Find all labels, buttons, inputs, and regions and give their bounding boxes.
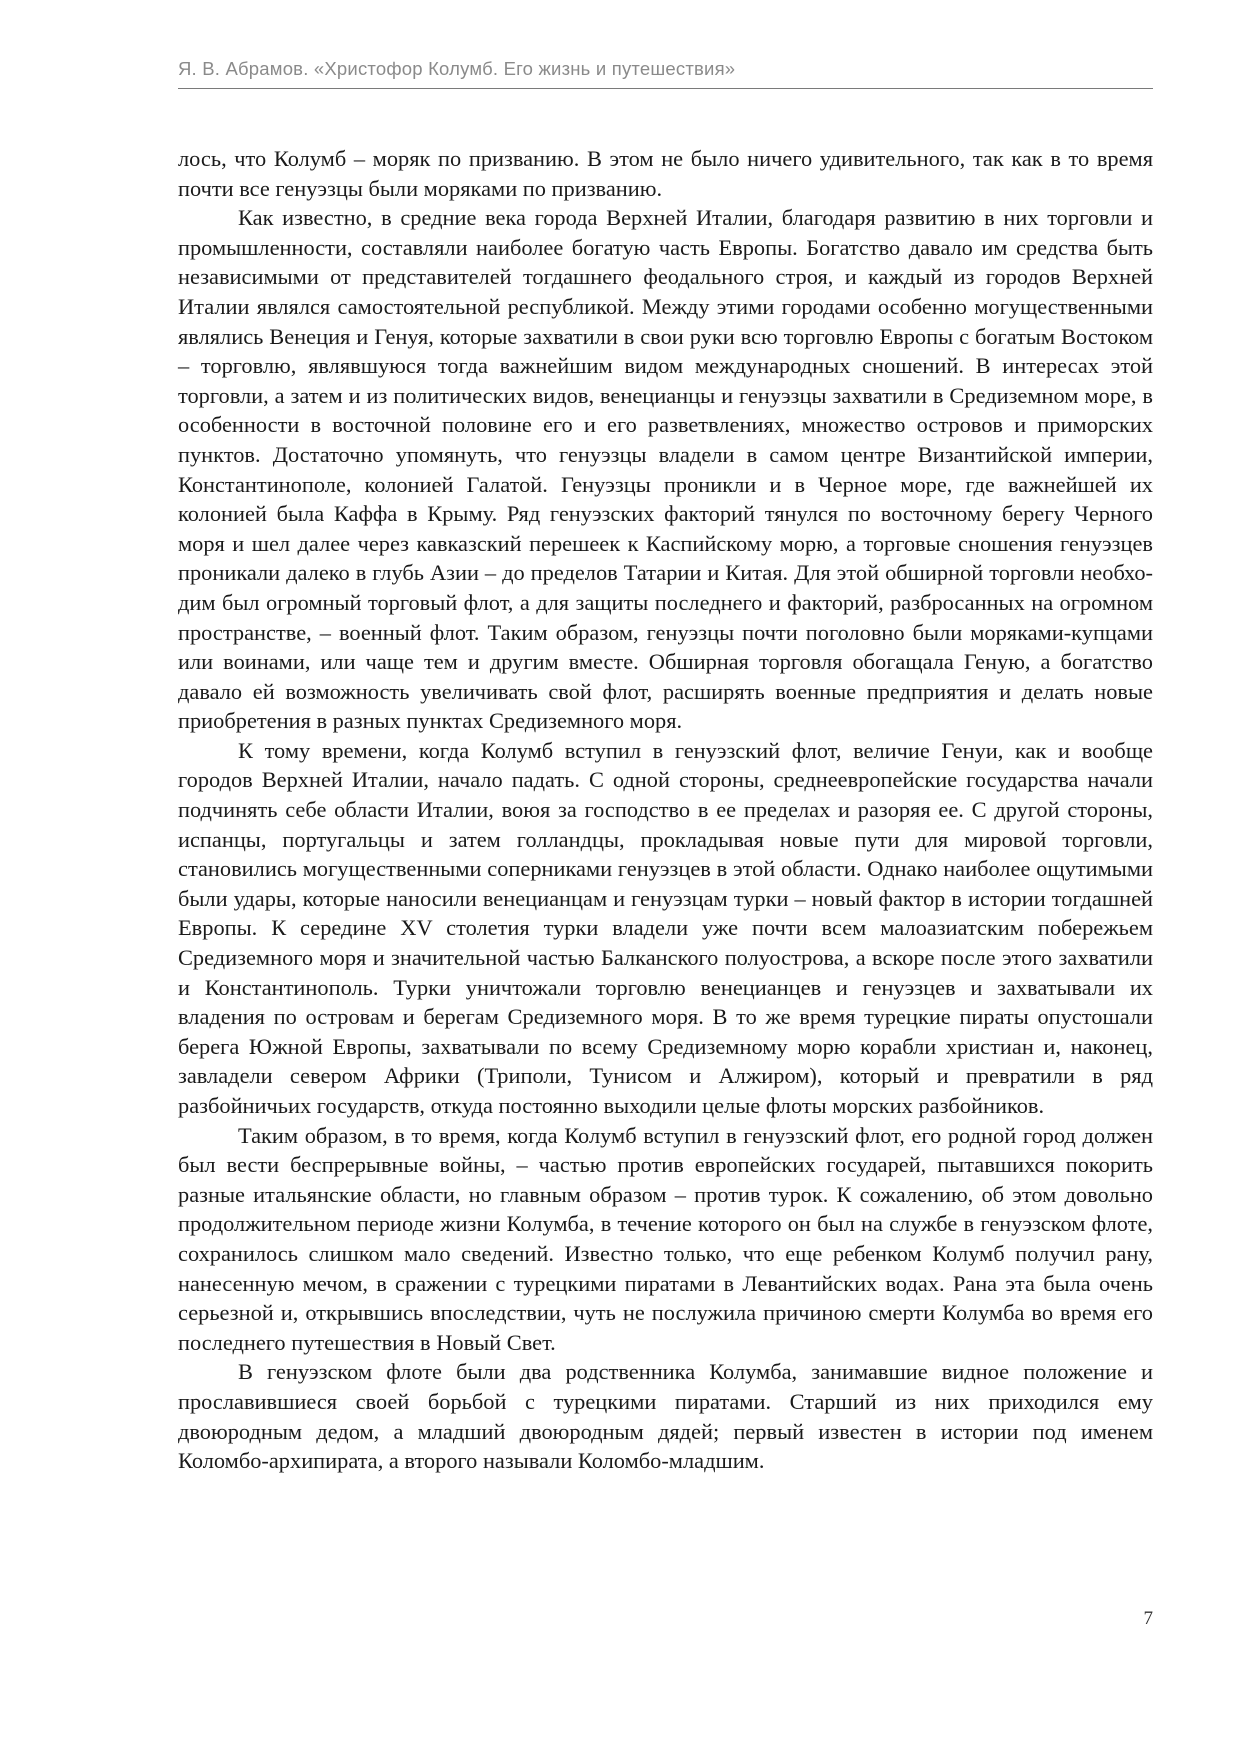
paragraph-4: Таким образом, в то время, когда Колумб вступил в генуэзский флот, его родной город должен был вести беспрерывные войны, – частью против европейских государей, пытавшихся покорить разные итальянские области, но главным образом – против турок. К сожалению, об этом довольно продолжительном периоде жизни Колумба, в течение которого он был на службе в генуэзском флоте, сохранилось слишком мало сведений. Известно только, что еще ребенком Колумб получил рану, нанесенную мечом, в сражении с турецкими пиратами в Левантийских водах. Рана эта была очень серьезной и, открывшись впоследствии, чуть не послужила причиною смерти Колумба во время его последнего путешествия в Новый Свет. <box>178 1122 1153 1355</box>
body-text <box>178 144 1153 1476</box>
paragraph-2: Как известно, в средние века города Верхней Италии, благодаря развитию в них торговли и промышленности, составляли наиболее богатую часть Европы. Богатство давало им средства быть независимыми от представителей тогдашнего феодального строя, и каждый из городов Верхней Италии являлся самостоятельной республикой. Между этими городами особенно могущественными являлись Венеция и Генуя, которые захватили в свои руки всю торговлю Европы с богатым Востоком – торговлю, являвшуюся тогда важнейшим видом международных сношений. В интересах этой торговли, а затем и из политических видов, венецианцы и генуэзцы захватили в Средиземном море, в особенности в восточной половине его и его разветвлениях, множество островов и приморских пунктов. Достаточно упомянуть, что генуэзцы владели в самом центре Византийской империи, Константинополе, колонией Галатой. Генуэзцы проникли и в Черное море, где важнейшей их колонией была Каффа в Крыму. Ряд генуэзских факторий тянулся по восточному берегу Черного моря и шел далее через кавказский перешеек к Каспийскому морю, а торговые сношения генуэзцев проникали далеко в глубь Азии – до пределов Татарии и Китая. Для этой обширной торговли необходим был огромный торговый флот, а для защиты последнего и факторий, разбросанных на огромном пространстве, – военный флот. Таким образом, генуэзцы почти поголовно были моряками-купцами или воинами, или чаще тем и другим вместе. Обширная торговля обогащала Геную, а богатство давало ей возможность увеличивать свой флот, расширять военные предприятия и делать новые приобретения в разных пунктах Средиземного моря. <box>178 205 1153 734</box>
paragraph-1: лось, что Колумб – моряк по призванию. В этом не было ничего удивительного, так как в то время почти все генуэзцы были моряками по призванию. <box>178 146 1153 201</box>
paragraph-3: К тому времени, когда Колумб вступил в генуэзский флот, величие Генуи, как и вообще городов Верхней Италии, начало падать. С одной стороны, среднеевропейские государства начали подчинять себе области Италии, воюя за господство в ее пределах и разоряя ее. С другой стороны, испанцы, португальцы и затем голландцы, прокладывая новые пути для мировой торговли, становились могущественными соперниками генуэзцев в этой области. Однако наиболее ощутимыми были удары, которые наносили венецианцам и генуэзцам турки – новый фактор в истории тогдашней Европы. К середине XV столетия турки владели уже почти всем малоазиатским побережьем Средиземного моря и значительной частью Балканского полуострова, а вскоре после этого захватили и Константинополь. Турки уничтожали торговлю венецианцев и генуэзцев и захватывали их владения по островам и берегам Средиземного моря. В то же время турецкие пираты опустошали берега Южной Европы, захватывали по всему Средиземному морю корабли христиан и, наконец, завладели севером Африки (Триполи, Тунисом и Алжиром), который и превратили в ряд разбойничьих государств, откуда постоянно выходили целые флоты морских разбойников. <box>178 737 1153 1118</box>
paragraph-5: В генуэзском флоте были два родственника Колумба, занимавшие видное положение и прославившиеся своей борьбой с турецкими пиратами. Старший из них приходился ему двоюродным дедом, а младший двоюродным дядей; первый известен в истории под именем Коломбо-архипирата, а второго называли Коломбо-младшим. <box>178 1359 1153 1474</box>
running-header: Я. В. Абрамов. «Христофор Колумб. Его жизнь и путешествия» <box>178 58 736 79</box>
page-number: 7 <box>1143 1608 1153 1629</box>
header-divider <box>178 88 1153 89</box>
